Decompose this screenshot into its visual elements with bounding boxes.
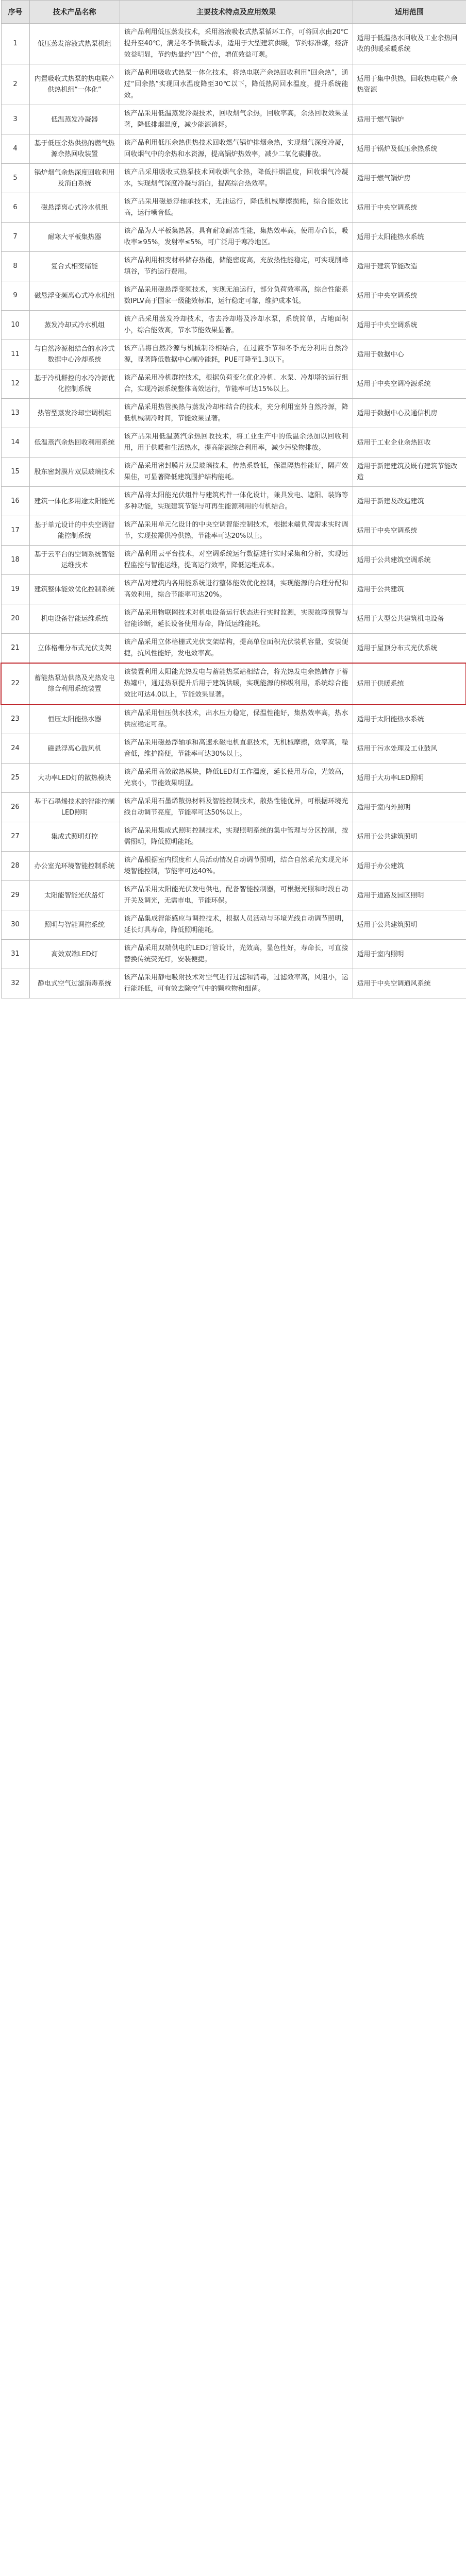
- table-row: [1, 134, 466, 164]
- cell-num: 4: [1, 134, 29, 164]
- cell-num: 18: [1, 546, 29, 575]
- cell-name: 股东密封膜片双层玻璃技术: [29, 457, 120, 487]
- cell-features: 该产品将太阳能光伏组件与建筑构件一体化设计，兼具发电、遮阳、装饰等多种功能，实现建筑节能与可再生能源利用的有机结合。: [120, 487, 353, 516]
- cell-num: 32: [1, 969, 29, 998]
- cell-features: 该产品采用磁悬浮轴承和高速永磁电机直驱技术，无机械摩擦，效率高，噪音低，维护简便，节能率可达30%以上。: [120, 734, 353, 764]
- table-row: [1, 369, 466, 399]
- cell-name: 热管型蒸发冷却空调机组: [29, 399, 120, 428]
- table-row: [1, 487, 466, 516]
- cell-features: 该产品对建筑内各用能系统进行整体能效优化控制，实现能源的合理分配和高效利用，综合节能率可达20%。: [120, 575, 353, 604]
- cell-name: 磁悬浮离心式冷水机组: [29, 193, 120, 223]
- cell-num: 30: [1, 910, 29, 940]
- cell-features: 该产品采用蒸发冷却技术，省去冷却塔及冷却水泵，系统简单，占地面积小，综合能效高，节水节能效果显著。: [120, 311, 353, 340]
- cell-num: 29: [1, 881, 29, 910]
- cell-scope: 适用于办公建筑: [353, 852, 466, 881]
- cell-features: 该产品采用静电吸附技术对空气进行过滤和消毒，过滤效率高，风阻小，运行能耗低，可有效去除空气中的颗粒物和细菌。: [120, 969, 353, 998]
- table-row: [1, 940, 466, 969]
- table-row: [1, 457, 466, 487]
- cell-scope: 适用于中央空调系统: [353, 311, 466, 340]
- cell-scope: 适用于集中供热，回收热电联产余热资源: [353, 64, 466, 105]
- tech-product-table: [1, 0, 466, 998]
- table-row: [1, 546, 466, 575]
- cell-scope: 适用于室内照明: [353, 940, 466, 969]
- table-row: [1, 575, 466, 604]
- table-body: [1, 24, 466, 998]
- cell-features: 该产品采用双端供电的LED灯管设计，光效高，显色性好，寿命长，可直接替换传统荧光灯，安装便捷。: [120, 940, 353, 969]
- cell-name: 基于云平台的空调系统智能运维技术: [29, 546, 120, 575]
- cell-name: 太阳能智能光伏路灯: [29, 881, 120, 910]
- page: [1, 0, 465, 998]
- cell-features: 该产品利用低压蒸发技术，采用溶液吸收式热泵循环工作，可将回水由20℃提升至40℃，满足冬季供暖需求，适用于大型建筑供暖，节约标准煤，经济效益明显，节约热量约“四”个倍，增值效益可观。: [120, 24, 353, 64]
- cell-name: 低压蒸发溶液式热泵机组: [29, 24, 120, 64]
- cell-features: 该产品采用单元化设计的中央空调智能控制技术，根据末端负荷需求实时调节，实现按需供冷供热，节能率可达20%以上。: [120, 516, 353, 546]
- table-row: [1, 105, 466, 134]
- table-row: [1, 281, 466, 311]
- table-row: [1, 340, 466, 369]
- cell-features: 该产品采用低温蒸汽余热回收技术，将工业生产中的低温余热加以回收利用，用于供暖和生活热水，提高能源综合利用率，减少污染物排放。: [120, 428, 353, 457]
- cell-features: 该产品采用石墨烯散热材料及智能控制技术，散热性能优异，可根据环境光线自动调节亮度，节能率可达50%以上。: [120, 793, 353, 822]
- cell-features: 该产品采用热管换热与蒸发冷却相结合的技术，充分利用室外自然冷源，降低机械制冷时间，节能效果显著。: [120, 399, 353, 428]
- cell-scope: 适用于数据中心及通信机房: [353, 399, 466, 428]
- table-row: [1, 193, 466, 223]
- cell-scope: 适用于中央空调通风系统: [353, 969, 466, 998]
- cell-features: 该产品采用磁悬浮轴承技术，无油运行，降低机械摩擦损耗，综合能效比高，运行噪音低。: [120, 193, 353, 223]
- header-name: 技术产品名称: [29, 1, 120, 24]
- cell-scope: 适用于屋顶分布式光伏系统: [353, 634, 466, 664]
- cell-num: 24: [1, 734, 29, 764]
- cell-num: 23: [1, 704, 29, 734]
- table-header-row: [1, 1, 466, 24]
- table-row: [1, 516, 466, 546]
- cell-features: 该产品采用物联网技术对机电设备运行状态进行实时监测，实现故障预警与智能诊断，延长设备使用寿命，降低运维能耗。: [120, 604, 353, 634]
- cell-features: 该产品采用吸收式热泵技术回收烟气余热，降低排烟温度，回收烟气冷凝水，实现烟气深度冷凝与消白，提高综合热效率。: [120, 164, 353, 193]
- table-row: [1, 852, 466, 881]
- cell-features: 该产品采用密封膜片双层玻璃技术，传热系数低，保温隔热性能好，隔声效果佳，可显著降低建筑围护结构能耗。: [120, 457, 353, 487]
- cell-name: 恒压太阳能热水器: [29, 704, 120, 734]
- table-row: [1, 663, 466, 704]
- cell-scope: 适用于中央空调系统: [353, 281, 466, 311]
- cell-num: 11: [1, 340, 29, 369]
- cell-scope: 适用于燃气锅炉: [353, 105, 466, 134]
- cell-name: 建筑一体化多用途太阳能光: [29, 487, 120, 516]
- cell-scope: 适用于低温热水回收及工业余热回收的供暖采暖系统: [353, 24, 466, 64]
- cell-features: 该装置利用太阳能光热发电与蓄能热泵站相结合，将光热发电余热储存于蓄热罐中，通过热泵提升后用于建筑供暖，实现能源的梯级利用，系统综合能效比可达4.0以上，节能效果显著。: [120, 663, 353, 704]
- cell-name: 基于石墨烯技术的智能控制LED照明: [29, 793, 120, 822]
- cell-scope: 适用于工业企业余热回收: [353, 428, 466, 457]
- cell-name: 基于单元设计的中央空调智能控制系统: [29, 516, 120, 546]
- cell-scope: 适用于大功率LED照明: [353, 764, 466, 793]
- cell-name: 办公室光环境智能控制系统: [29, 852, 120, 881]
- cell-features: 该产品采用冷机群控技术，根据负荷变化优化冷机、水泵、冷却塔的运行组合，实现冷源系统整体高效运行，节能率可达15%以上。: [120, 369, 353, 399]
- table-row: [1, 793, 466, 822]
- cell-num: 21: [1, 634, 29, 664]
- cell-name: 机电设备智能运维系统: [29, 604, 120, 634]
- cell-scope: 适用于建筑节能改造: [353, 252, 466, 281]
- cell-num: 2: [1, 64, 29, 105]
- cell-num: 8: [1, 252, 29, 281]
- table-row: [1, 311, 466, 340]
- table-row: [1, 399, 466, 428]
- cell-num: 12: [1, 369, 29, 399]
- cell-num: 5: [1, 164, 29, 193]
- cell-features: 该产品利用吸收式热泵一体化技术，将热电联产余热回收利用“回余热”，通过“回余热”实现回水温度降至30℃以下，降低热网回水温度，提升系统能效。: [120, 64, 353, 105]
- cell-num: 10: [1, 311, 29, 340]
- header-num: 序号: [1, 1, 29, 24]
- cell-name: 蒸发冷却式冷水机组: [29, 311, 120, 340]
- cell-num: 14: [1, 428, 29, 457]
- table-row: [1, 223, 466, 252]
- cell-num: 19: [1, 575, 29, 604]
- cell-num: 22: [1, 663, 29, 704]
- cell-features: 该产品采用高效散热模块，降低LED灯工作温度，延长使用寿命，光效高，光衰小，节能效果明显。: [120, 764, 353, 793]
- cell-name: 低温蒸汽余热回收利用系统: [29, 428, 120, 457]
- table-row: [1, 604, 466, 634]
- table-row: [1, 822, 466, 852]
- cell-num: 27: [1, 822, 29, 852]
- cell-scope: 适用于道路及园区照明: [353, 881, 466, 910]
- cell-num: 7: [1, 223, 29, 252]
- cell-scope: 适用于中央空调冷源系统: [353, 369, 466, 399]
- cell-scope: 适用于公共建筑照明: [353, 910, 466, 940]
- cell-num: 20: [1, 604, 29, 634]
- cell-features: 该产品采用低温蒸发冷凝技术，回收烟气余热，回收率高，余热回收效果显著，降低排烟温度，减少能源消耗。: [120, 105, 353, 134]
- table-row: [1, 634, 466, 664]
- cell-features: 该产品集成智能感应与调控技术，根据人员活动与环境光线自动调节照明，延长灯具寿命，降低照明能耗。: [120, 910, 353, 940]
- cell-features: 该产品利用相变材料储存热能，储能密度高，充放热性能稳定，可实现削峰填谷，节约运行费用。: [120, 252, 353, 281]
- cell-num: 26: [1, 793, 29, 822]
- cell-features: 该产品将自然冷源与机械制冷相结合，在过渡季节和冬季充分利用自然冷源，显著降低数据中心制冷能耗，PUE可降至1.3以下。: [120, 340, 353, 369]
- cell-features: 该产品采用集成式照明控制技术，实现照明系统的集中管理与分区控制，按需照明，降低照明能耗。: [120, 822, 353, 852]
- cell-name: 照明与智能调控系统: [29, 910, 120, 940]
- cell-scope: 适用于公共建筑照明: [353, 822, 466, 852]
- cell-scope: 适用于供暖系统: [353, 663, 466, 704]
- cell-num: 16: [1, 487, 29, 516]
- table-row: [1, 734, 466, 764]
- cell-scope: 适用于大型公共建筑机电设备: [353, 604, 466, 634]
- cell-scope: 适用于燃气锅炉房: [353, 164, 466, 193]
- table-row: [1, 969, 466, 998]
- cell-name: 基于冷机群控的水冷冷源优化控制系统: [29, 369, 120, 399]
- header-features: 主要技术特点及应用效果: [120, 1, 353, 24]
- cell-name: 蓄能热泵站供热及光热发电综合利用系统装置: [29, 663, 120, 704]
- cell-name: 基于低压余热供热的燃气热源余热回收装置: [29, 134, 120, 164]
- header-scope: 适用范围: [353, 1, 466, 24]
- table-row: [1, 24, 466, 64]
- table-row: [1, 64, 466, 105]
- cell-name: 集成式照明灯控: [29, 822, 120, 852]
- table-row: [1, 164, 466, 193]
- cell-scope: 适用于公共建筑: [353, 575, 466, 604]
- cell-scope: 适用于中央空调系统: [353, 516, 466, 546]
- cell-scope: 适用于太阳能热水系统: [353, 223, 466, 252]
- cell-name: 立体格栅分布式光伏支架: [29, 634, 120, 664]
- cell-name: 高效双端LED灯: [29, 940, 120, 969]
- cell-features: 该产品采用立体格栅式光伏支架结构，提高单位面积光伏装机容量，安装便捷，抗风性能好，发电效率高。: [120, 634, 353, 664]
- cell-scope: 适用于中央空调系统: [353, 193, 466, 223]
- cell-num: 1: [1, 24, 29, 64]
- cell-num: 3: [1, 105, 29, 134]
- cell-features: 该产品根据室内照度和人员活动情况自动调节照明，结合自然采光实现光环境智能控制，节能率可达40%。: [120, 852, 353, 881]
- cell-scope: 适用于公共建筑空调系统: [353, 546, 466, 575]
- cell-features: 该产品为大平板集热器，具有耐寒耐冻性能，集热效率高，使用寿命长，吸收率≥95%，发射率≤5%，可广泛用于寒冷地区。: [120, 223, 353, 252]
- cell-scope: 适用于新建及改造建筑: [353, 487, 466, 516]
- cell-name: 大功率LED灯的散热模块: [29, 764, 120, 793]
- cell-scope: 适用于锅炉及低压余热系统: [353, 134, 466, 164]
- cell-name: 锅炉烟气余热深度回收利用及消白系统: [29, 164, 120, 193]
- cell-scope: 适用于太阳能热水系统: [353, 704, 466, 734]
- cell-name: 建筑整体能效优化控制系统: [29, 575, 120, 604]
- cell-scope: 适用于数据中心: [353, 340, 466, 369]
- cell-features: 该产品利用云平台技术，对空调系统运行数据进行实时采集和分析，实现远程监控与智能运维，提高运行效率，降低运维成本。: [120, 546, 353, 575]
- cell-name: 磁悬浮变频离心式冷水机组: [29, 281, 120, 311]
- cell-num: 28: [1, 852, 29, 881]
- cell-name: 内置吸收式热泵的热电联产供热机组“一体化”: [29, 64, 120, 105]
- cell-scope: 适用于新建建筑及既有建筑节能改造: [353, 457, 466, 487]
- table-row: [1, 910, 466, 940]
- table-row: [1, 428, 466, 457]
- cell-num: 17: [1, 516, 29, 546]
- cell-scope: 适用于室内外照明: [353, 793, 466, 822]
- cell-num: 25: [1, 764, 29, 793]
- cell-num: 31: [1, 940, 29, 969]
- cell-name: 静电式空气过滤消毒系统: [29, 969, 120, 998]
- table-row: [1, 764, 466, 793]
- table-row: [1, 704, 466, 734]
- cell-num: 6: [1, 193, 29, 223]
- cell-name: 磁悬浮离心鼓风机: [29, 734, 120, 764]
- cell-scope: 适用于污水处理及工业鼓风: [353, 734, 466, 764]
- cell-name: 低温蒸发冷凝器: [29, 105, 120, 134]
- cell-num: 15: [1, 457, 29, 487]
- cell-features: 该产品采用恒压供水技术，出水压力稳定，保温性能好，集热效率高，热水供应稳定可靠。: [120, 704, 353, 734]
- cell-name: 与自然冷源相结合的水冷式数据中心冷却系统: [29, 340, 120, 369]
- cell-name: 耐寒大平板集热器: [29, 223, 120, 252]
- table-row: [1, 881, 466, 910]
- cell-features: 该产品利用低压余热供热技术回收燃气锅炉排烟余热，实现烟气深度冷凝，回收烟气中的余热和水资源，提高锅炉热效率，减少二氧化碳排放。: [120, 134, 353, 164]
- cell-num: 13: [1, 399, 29, 428]
- table-row: [1, 252, 466, 281]
- cell-features: 该产品采用磁悬浮变频技术，实现无油运行，部分负荷效率高，综合性能系数IPLV高于国家一级能效标准，运行稳定可靠，维护成本低。: [120, 281, 353, 311]
- cell-num: 9: [1, 281, 29, 311]
- cell-name: 复合式相变储能: [29, 252, 120, 281]
- cell-features: 该产品采用太阳能光伏发电供电，配备智能控制器，可根据光照和时段自动开关及调光，无需市电，节能环保。: [120, 881, 353, 910]
